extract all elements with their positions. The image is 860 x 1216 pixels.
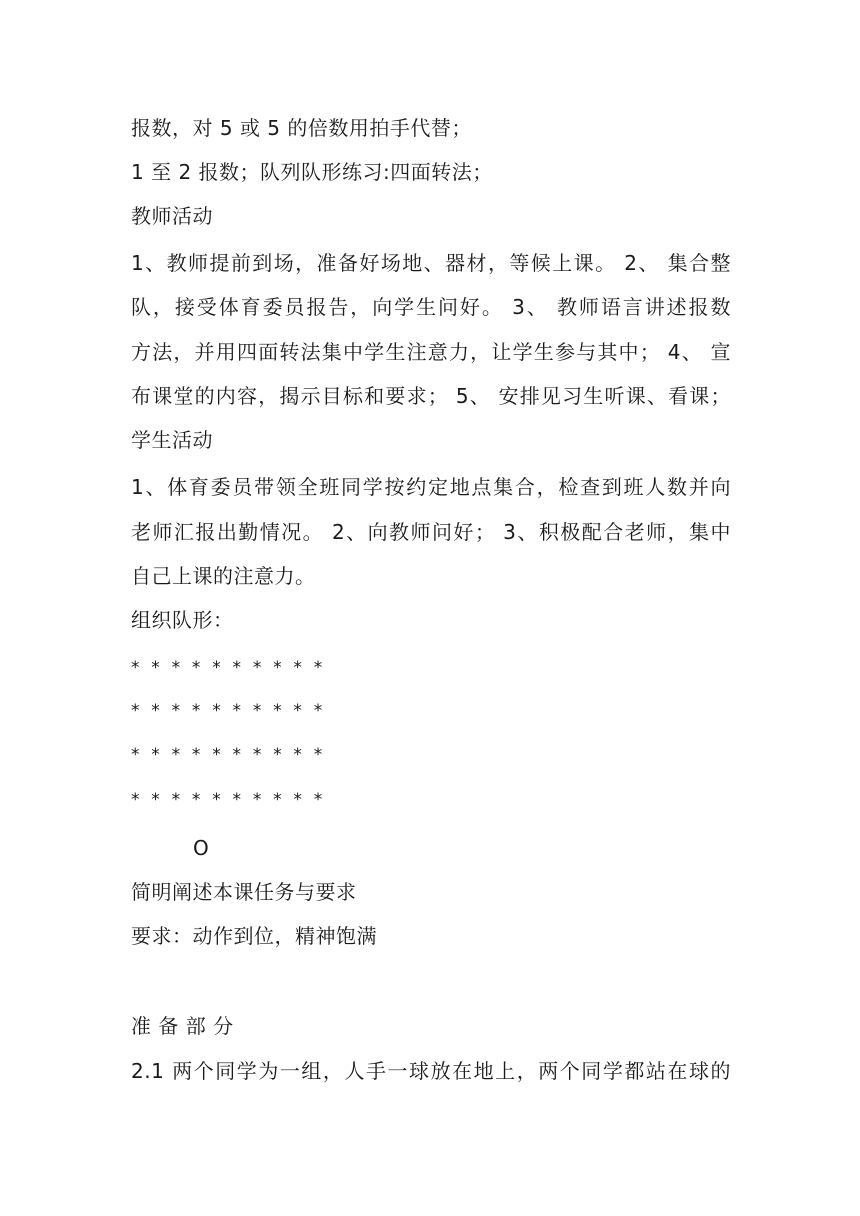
text-line-4: 1、教师提前到场，准备好场地、器材，等候上课。 2、 集合整	[131, 251, 731, 275]
requirements-line: 要求：动作到位，精神饱满	[131, 924, 377, 948]
formation-row-4: * * * * * * * * * *	[131, 790, 326, 810]
text-line-2: 1 至 2 报数；队列队形练习:四面转法；	[131, 160, 493, 184]
text-line-21: 2.1 两个同学为一组，人手一球放在地上，两个同学都站在球的	[131, 1059, 731, 1083]
text-line-7: 布课堂的内容，揭示目标和要求； 5、 安排见习生听课、看课；	[131, 384, 731, 408]
teacher-position-marker: O	[193, 836, 210, 860]
formation-row-1: * * * * * * * * * *	[131, 658, 326, 678]
section-heading-preparation: 准 备 部 分	[131, 1014, 234, 1038]
text-line-10: 老师汇报出勤情况。 2、向教师问好； 3、积极配合老师，集中	[131, 520, 731, 544]
text-line-1: 报数，对 5 或 5 的倍数用拍手代替；	[131, 116, 472, 140]
text-line-9: 1、体育委员带领全班同学按约定地点集合，检查到班人数并向	[131, 475, 731, 499]
text-line-5: 队，接受体育委员报告，向学生问好。 3、 教师语言讲述报数	[131, 295, 731, 319]
formation-heading: 组织队形：	[131, 608, 234, 632]
section-heading-student: 学生活动	[131, 428, 213, 452]
text-line-6: 方法，并用四面转法集中学生注意力，让学生参与其中； 4、 宣	[131, 340, 731, 364]
text-line-11: 自己上课的注意力。	[131, 564, 316, 588]
formation-row-2: * * * * * * * * * *	[131, 701, 326, 721]
text-line-18: 简明阐述本课任务与要求	[131, 880, 357, 904]
section-heading-teacher: 教师活动	[131, 204, 213, 228]
formation-row-3: * * * * * * * * * *	[131, 745, 326, 765]
